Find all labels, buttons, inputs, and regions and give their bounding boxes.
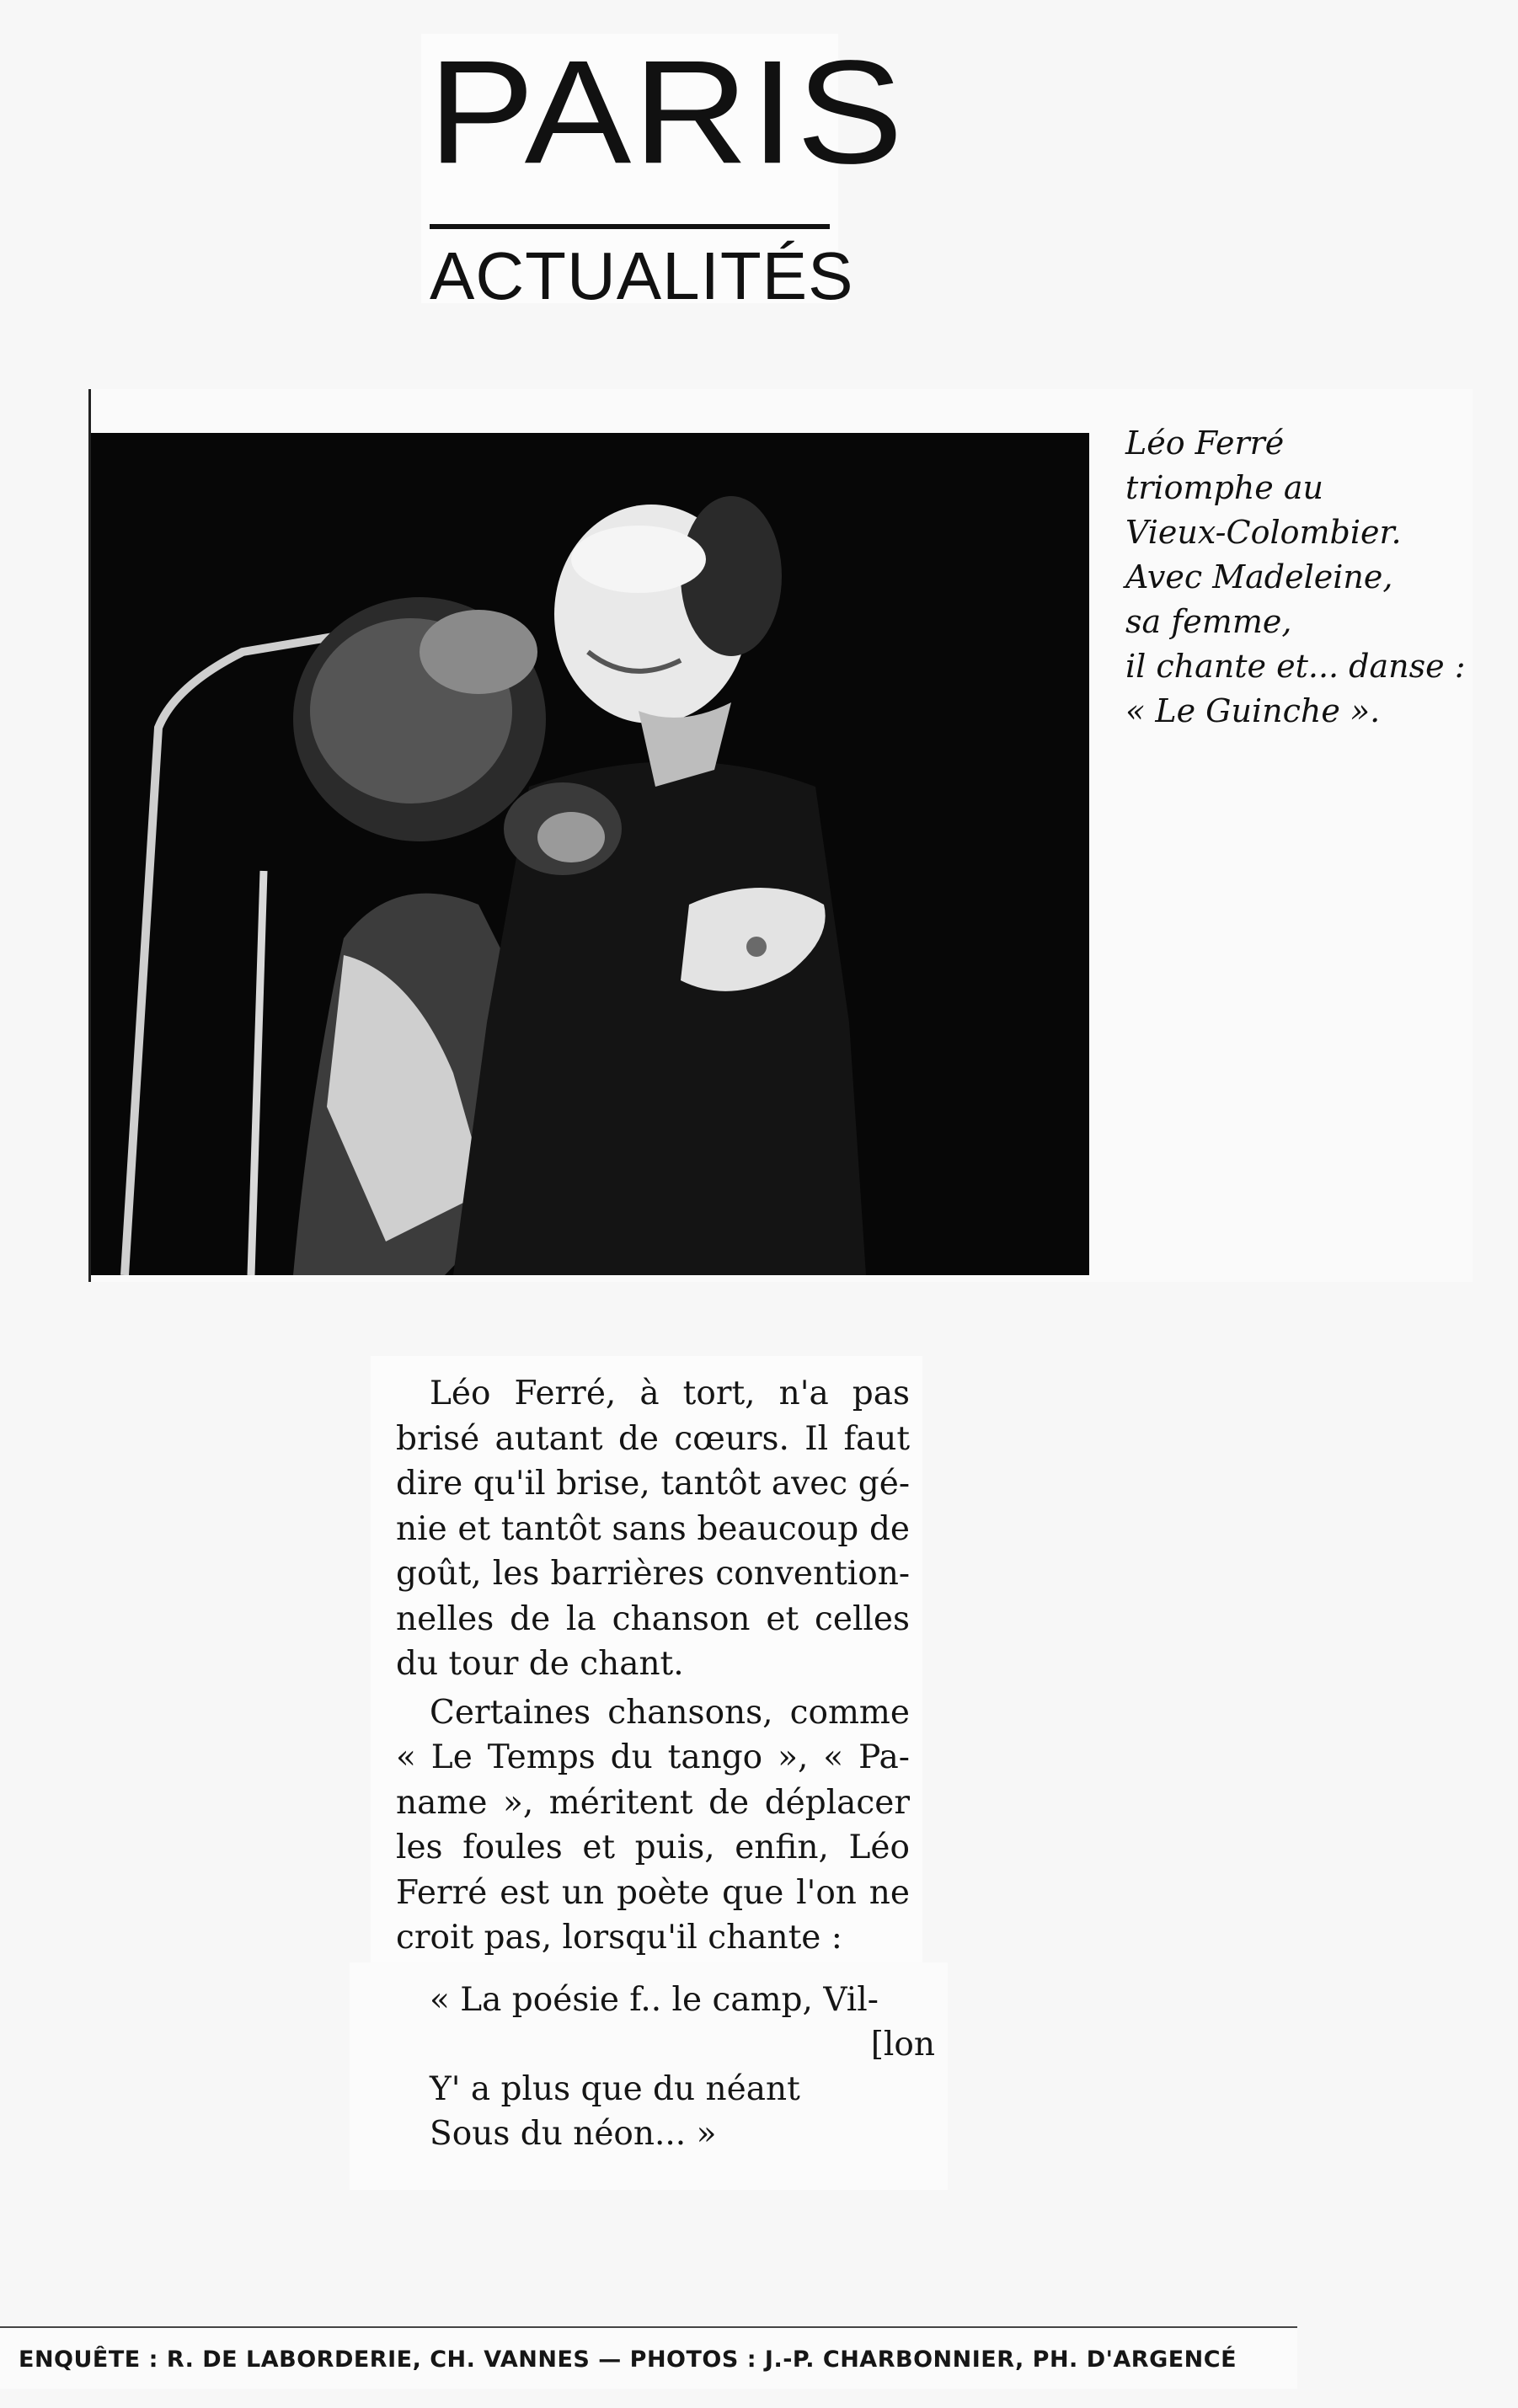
masthead: [421, 29, 906, 313]
article-clipping: [371, 1356, 922, 1962]
article-line: Certaines chansons, comme: [430, 1693, 910, 1732]
article-line: croit pas, lorsqu'il chante :: [396, 1919, 842, 1957]
article-line: goût, les barrières convention-: [396, 1555, 910, 1593]
article-line: name », méritent de déplacer: [396, 1783, 910, 1822]
photo-caption: [1125, 421, 1479, 734]
article-line: nelles de la chanson et celles: [396, 1599, 910, 1638]
caption-line: il chante et... danse :: [1125, 648, 1466, 685]
article-line: nie et tantôt sans beaucoup de: [396, 1509, 910, 1548]
article-line: les foules et puis, enfin, Léo: [396, 1829, 910, 1866]
masthead-rule: [430, 224, 830, 229]
press-photo: [91, 433, 1089, 1275]
caption-line: Vieux-Colombier.: [1125, 514, 1402, 551]
credits-line: ENQUÊTE : R. DE LABORDERIE, CH. VANNES — PHOTOS : J.-P. CHARBONNIER, PH. D'ARGENCÉ: [19, 2347, 1237, 2373]
quote-line-continuation: [lon: [870, 2026, 935, 2064]
quote-line: « La poésie f.. le camp, Vil-: [430, 1981, 879, 2019]
article-line: du tour de chant.: [396, 1645, 684, 1683]
quote-line: Y' a plus que du néant: [430, 2070, 800, 2108]
photo-clipping: [88, 389, 1473, 1282]
caption-line: sa femme,: [1125, 603, 1292, 640]
article-line: Léo Ferré, à tort, n'a pas: [430, 1375, 910, 1412]
masthead-title: PARIS: [428, 29, 906, 195]
article-line: Ferré est un poète que l'on ne: [396, 1873, 910, 1912]
masthead-subtitle: ACTUALITÉS: [430, 238, 854, 313]
caption-line: triomphe au: [1125, 469, 1323, 506]
article-body: [396, 1371, 910, 1961]
article-line: dire qu'il brise, tantôt avec gé-: [396, 1465, 910, 1503]
credits-clipping: [0, 2326, 1297, 2389]
article-line: « Le Temps du tango », « Pa-: [396, 1738, 910, 1776]
quote-clipping: [350, 1962, 948, 2190]
press-photo-illustration: [91, 433, 1089, 1275]
article-line: brisé autant de cœurs. Il faut: [396, 1419, 910, 1458]
caption-line: Avec Madeleine,: [1125, 558, 1393, 595]
caption-line: « Le Guinche ».: [1125, 692, 1381, 729]
caption-line: Léo Ferré: [1125, 424, 1285, 462]
quote-line: Sous du néon... »: [430, 2115, 717, 2153]
song-quote: [430, 1978, 935, 2156]
